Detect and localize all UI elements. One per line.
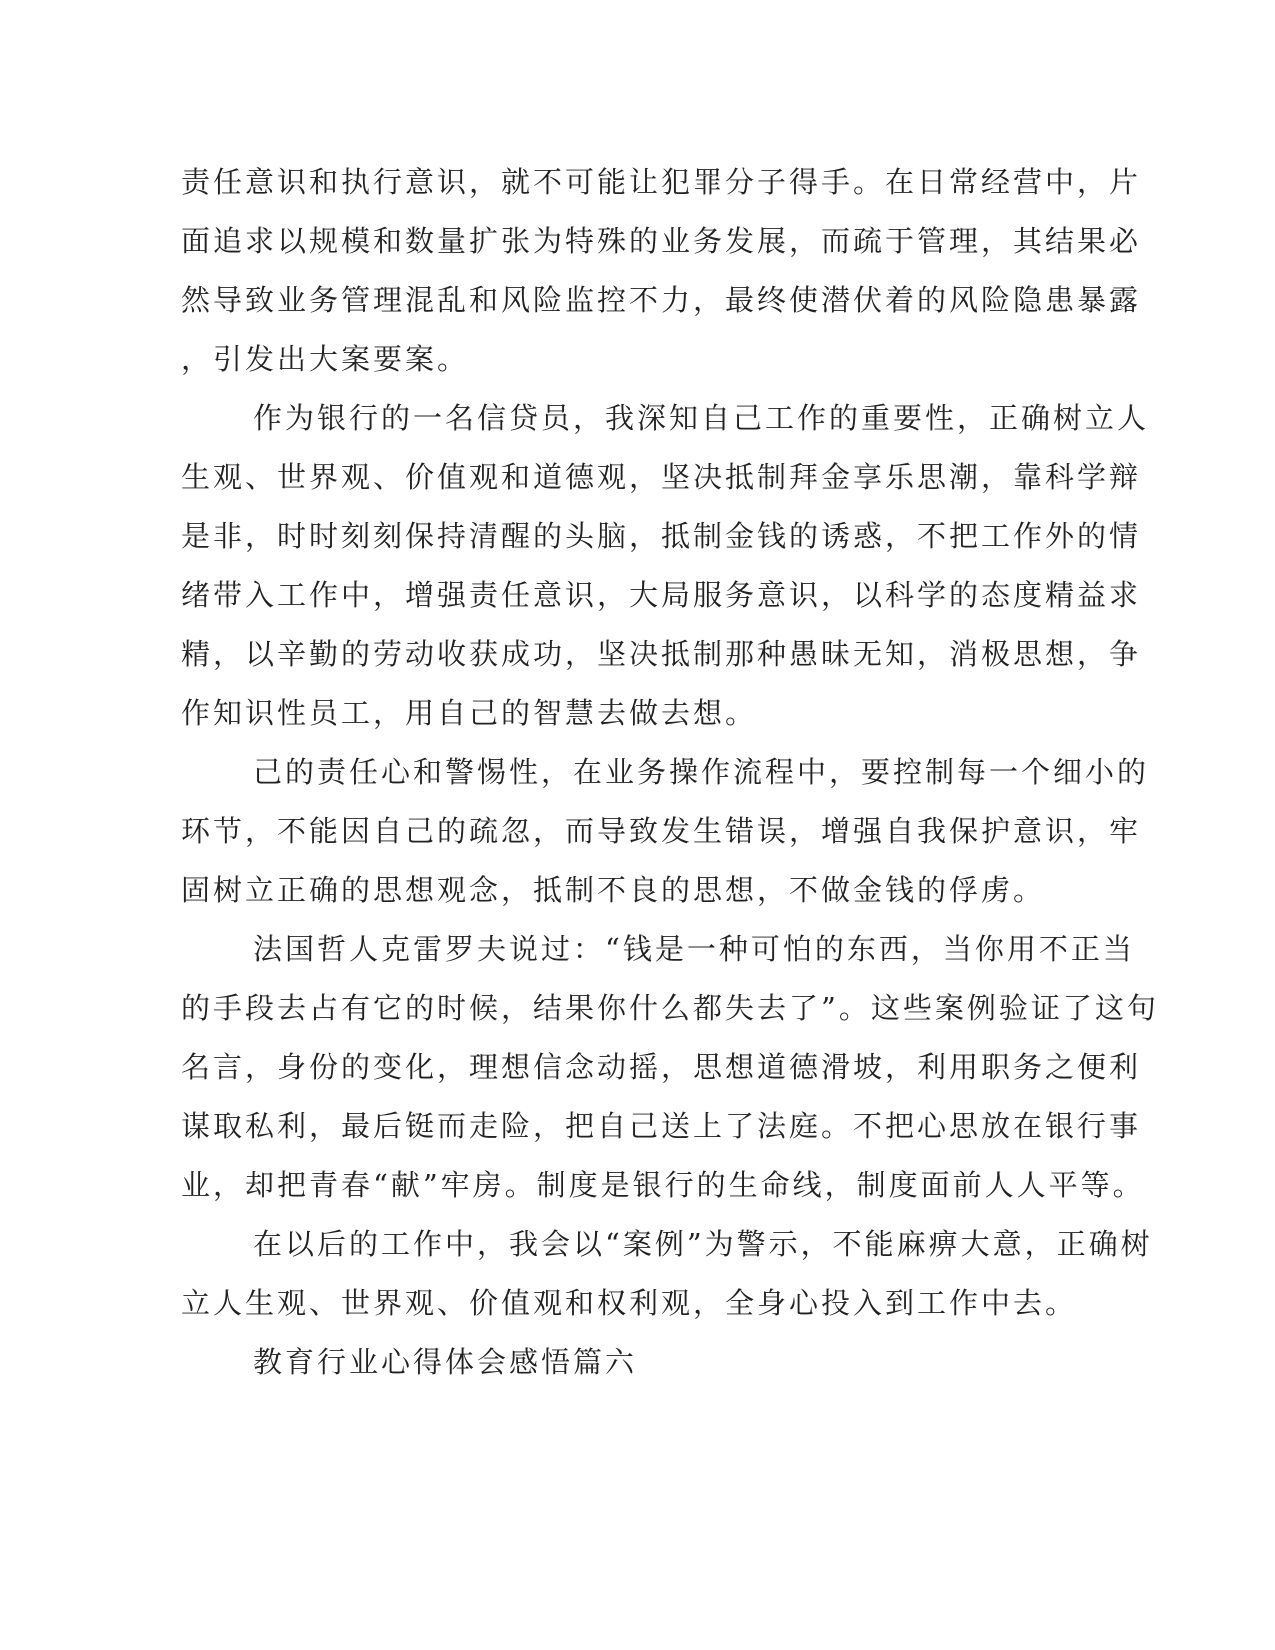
paragraph-first-line: 己的责任心和警惕性，在业务操作流程中，要控制每一个细小的 — [253, 755, 1150, 789]
text-line: 绪带入工作中，增强责任意识，大局服务意识，以科学的态度精益求 — [181, 578, 1142, 612]
section-heading: 教育行业心得体会感悟篇六 — [253, 1345, 638, 1379]
text-line: 业，却把青春“献”牢房。制度是银行的生命线，制度面前人人平等。 — [181, 1168, 1145, 1202]
text-line: 固树立正确的思想观念，抵制不良的思想，不做金钱的俘虏。 — [181, 873, 1046, 907]
paragraph-first-line: 在以后的工作中，我会以“案例”为警示，不能麻痹大意，正确树 — [253, 1227, 1153, 1261]
text-line: 生观、世界观、价值观和道德观，坚决抵制拜金享乐思潮，靠科学辩 — [181, 460, 1142, 494]
text-line: 立人生观、世界观、价值观和权利观，全身心投入到工作中去。 — [181, 1286, 1078, 1320]
text-line: 名言，身份的变化，理想信念动摇，思想道德滑坡，利用职务之便利 — [181, 1050, 1142, 1084]
text-line: 谋取私利，最后铤而走险，把自己送上了法庭。不把心思放在银行事 — [181, 1109, 1142, 1143]
text-line: 责任意识和执行意识，就不可能让犯罪分子得手。在日常经营中，片 — [181, 165, 1142, 199]
text-line: ，引发出大案要案。 — [181, 342, 470, 376]
paragraph-first-line: 作为银行的一名信贷员，我深知自己工作的重要性，正确树立人 — [253, 401, 1150, 435]
text-line: 然导致业务管理混乱和风险监控不力，最终使潜伏着的风险隐患暴露 — [181, 283, 1142, 317]
paragraph-first-line: 法国哲人克雷罗夫说过：“钱是一种可怕的东西，当你用不正当 — [253, 932, 1135, 966]
text-line: 精，以辛勤的劳动收获成功，坚决抵制那种愚昧无知，消极思想，争 — [181, 637, 1142, 671]
text-line: 的手段去占有它的时候，结果你什么都失去了”。这些案例验证了这句 — [181, 991, 1159, 1025]
text-line: 面追求以规模和数量扩张为特殊的业务发展，而疏于管理，其结果必 — [181, 224, 1142, 258]
text-line: 作知识性员工，用自己的智慧去做去想。 — [181, 696, 758, 730]
text-line: 是非，时时刻刻保持清醒的头脑，抵制金钱的诱惑，不把工作外的情 — [181, 519, 1142, 553]
text-line: 环节，不能因自己的疏忽，而导致发生错误，增强自我保护意识，牢 — [181, 814, 1142, 848]
